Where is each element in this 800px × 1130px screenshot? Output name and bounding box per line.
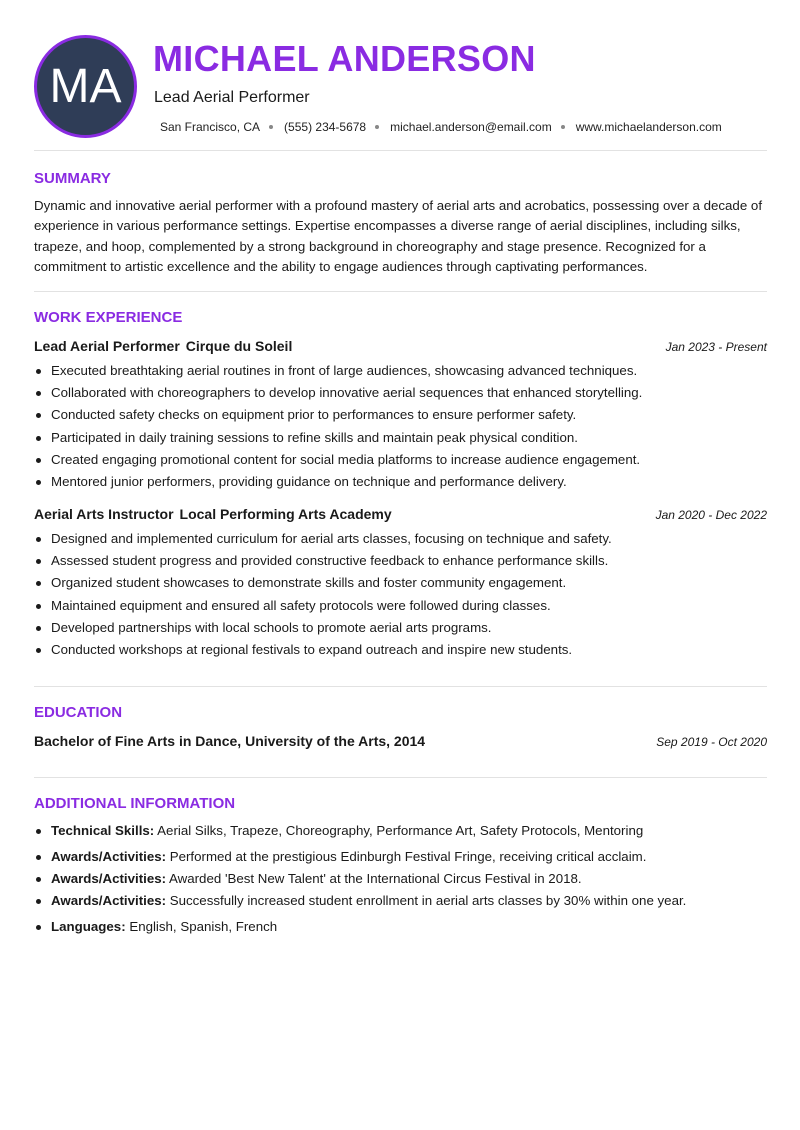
contact-phone: (555) 234-5678 xyxy=(284,120,367,134)
list-item: Mentored junior performers, providing guidance on technique and performance delivery. xyxy=(51,471,642,493)
contact-line xyxy=(160,120,722,134)
work-experience-heading: WORK EXPERIENCE xyxy=(34,309,183,326)
list-item: Maintained equipment and ensured all safety protocols were followed during classes. xyxy=(51,595,612,617)
info-text: Awarded 'Best New Talent' at the International Circus Festival in 2018. xyxy=(166,871,582,886)
job-bullets xyxy=(51,528,612,661)
list-item xyxy=(51,846,686,868)
education-heading: EDUCATION xyxy=(34,704,123,721)
additional-info-heading: ADDITIONAL INFORMATION xyxy=(34,795,236,812)
list-item: Collaborated with choreographers to develop innovative aerial sequences that enhanced storytelling. xyxy=(51,382,642,404)
job-company: Local Performing Arts Academy xyxy=(179,506,392,522)
contact-separator xyxy=(269,125,273,129)
info-text: Performed at the prestigious Edinburgh Festival Fringe, receiving critical acclaim. xyxy=(166,849,647,864)
list-item xyxy=(51,868,686,890)
list-item: Conducted safety checks on equipment prior to performances to ensure performer safety. xyxy=(51,404,642,426)
info-label: Technical Skills: xyxy=(51,823,155,838)
list-item: Developed partnerships with local schools to promote aerial arts programs. xyxy=(51,617,612,639)
info-label: Awards/Activities: xyxy=(51,871,167,886)
info-label: Languages: xyxy=(51,919,126,934)
info-text: Successfully increased student enrollment in aerial arts classes by 30% within one year. xyxy=(166,893,687,908)
summary-heading: SUMMARY xyxy=(34,170,111,187)
job-header xyxy=(34,506,767,522)
info-label: Awards/Activities: xyxy=(51,893,167,908)
contact-separator xyxy=(375,125,379,129)
education-entry xyxy=(34,733,767,749)
job-date: Jan 2023 - Present xyxy=(665,340,767,354)
job-role: Aerial Arts Instructor xyxy=(34,506,174,522)
avatar xyxy=(34,35,137,138)
section-divider xyxy=(34,291,767,292)
job-company: Cirque du Soleil xyxy=(185,338,293,354)
list-item xyxy=(51,890,686,916)
candidate-name: MICHAEL ANDERSON xyxy=(153,38,536,79)
info-text: Aerial Silks, Trapeze, Choreography, Performance Art, Safety Protocols, Mentoring xyxy=(154,823,644,838)
avatar-initials: MA xyxy=(49,60,122,113)
contact-location: San Francisco, CA xyxy=(160,120,261,134)
job-title-company xyxy=(34,506,392,522)
list-item xyxy=(51,916,686,938)
list-item: Executed breathtaking aerial routines in front of large audiences, showcasing advanced techniques. xyxy=(51,360,642,382)
job-title-company xyxy=(34,338,292,354)
list-item: Assessed student progress and provided constructive feedback to enhance performance skills. xyxy=(51,550,612,572)
job-role: Lead Aerial Performer xyxy=(34,338,180,354)
section-divider xyxy=(34,150,767,151)
additional-info-list xyxy=(51,820,686,938)
list-item: Participated in daily training sessions to refine skills and maintain peak physical condition. xyxy=(51,427,642,449)
job-date: Jan 2020 - Dec 2022 xyxy=(655,508,767,522)
section-divider xyxy=(34,777,767,778)
education-degree: Bachelor of Fine Arts in Dance, University of the Arts, 2014 xyxy=(34,733,426,749)
education-date: Sep 2019 - Oct 2020 xyxy=(656,735,767,749)
contact-separator xyxy=(561,125,565,129)
list-item: Organized student showcases to demonstrate skills and foster community engagement. xyxy=(51,572,612,594)
info-text: English, Spanish, French xyxy=(125,919,278,934)
list-item: Designed and implemented curriculum for aerial arts classes, focusing on technique and safety. xyxy=(51,528,612,550)
contact-email[interactable]: michael.anderson@email.com xyxy=(390,120,552,134)
list-item xyxy=(51,820,686,846)
list-item: Conducted workshops at regional festivals to expand outreach and inspire new students. xyxy=(51,639,612,661)
section-divider xyxy=(34,686,767,687)
candidate-title: Lead Aerial Performer xyxy=(154,89,310,106)
contact-website[interactable]: www.michaelanderson.com xyxy=(575,120,722,134)
summary-text: Dynamic and innovative aerial performer with a profound mastery of aerial arts and acrobatics, possessing over a decade of experience in various performance settings. Expertise encompasses a diverse range of aerial disciplines, including silks, trapeze, and hoop, complemented by a strong background in choreography and stage presence. Recognized for a commitment to artistic excellence and the ability to engage audiences through captivating performances. xyxy=(34,198,763,274)
list-item: Created engaging promotional content for social media platforms to increase audience engagement. xyxy=(51,449,642,471)
job-bullets xyxy=(51,360,642,493)
info-label: Awards/Activities: xyxy=(51,849,167,864)
job-header xyxy=(34,338,767,354)
